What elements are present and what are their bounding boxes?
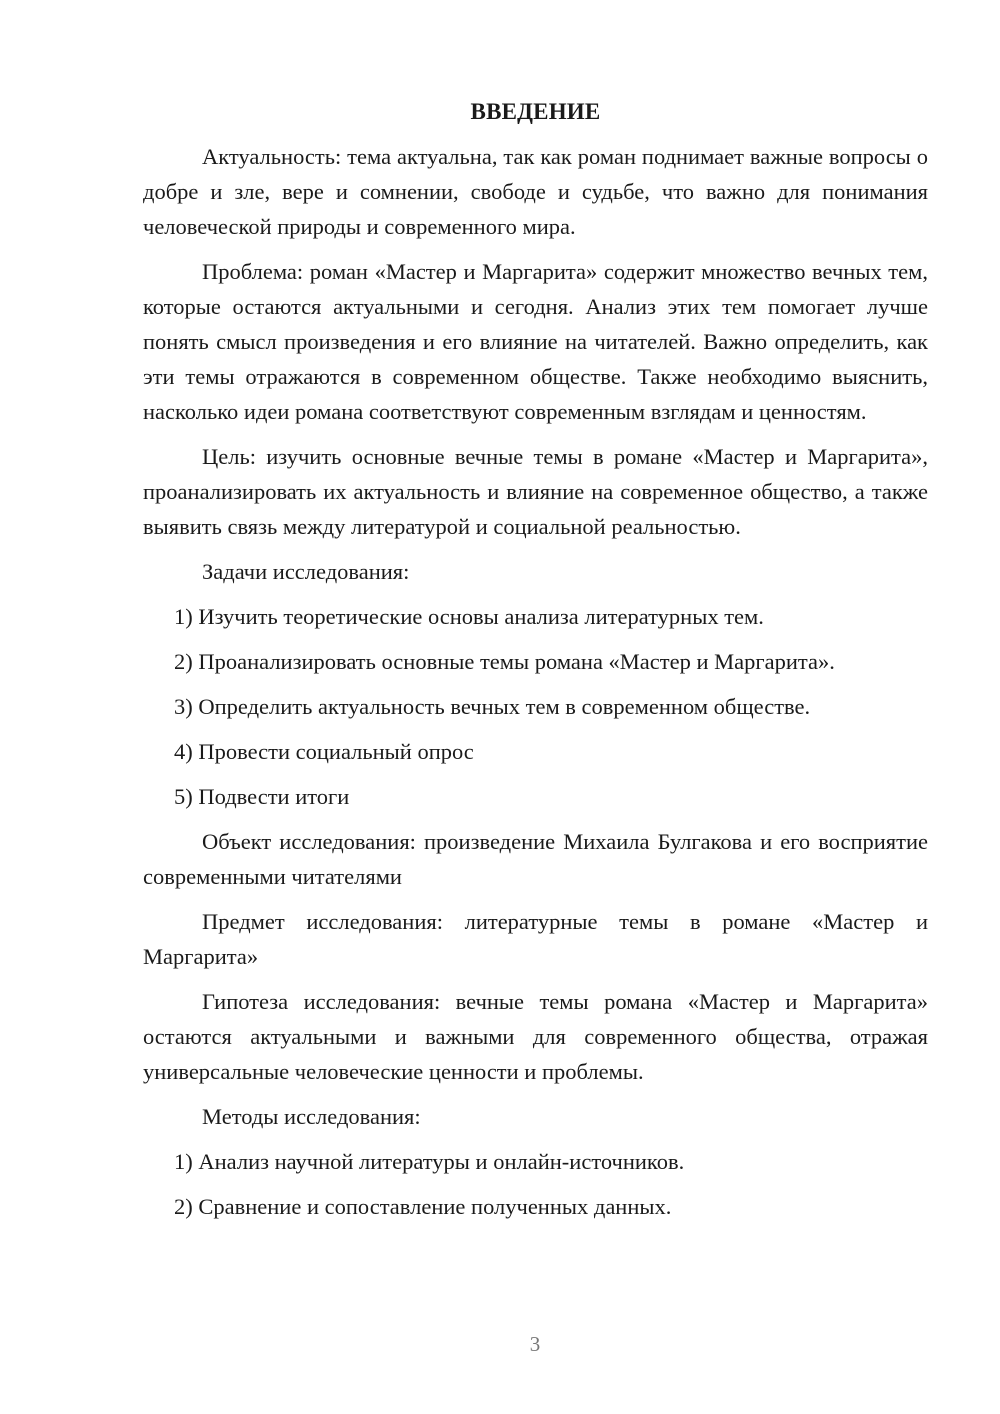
relevance-paragraph: Актуальность: тема актуальна, так как роман поднимает важные вопросы о добре и зле, вере и сомнении, свободе и судьбе, что важно для понимания человеческой природы и современного мира. bbox=[143, 144, 928, 239]
object-paragraph: Объект исследования: произведение Михаила Булгакова и его восприятие современными читателями bbox=[143, 829, 928, 889]
section-heading: ВВЕДЕНИЕ bbox=[470, 99, 601, 124]
subject-paragraph: Предмет исследования: литературные темы в романе «Мастер и Маргарита» bbox=[143, 909, 928, 969]
list-item: 2) Сравнение и сопоставление полученных данных. bbox=[174, 1194, 672, 1219]
list-item: 5) Подвести итоги bbox=[174, 784, 350, 809]
tasks-list bbox=[143, 599, 928, 814]
page-number: 3 bbox=[529, 1332, 541, 1356]
hypothesis-paragraph: Гипотеза исследования: вечные темы романа «Мастер и Маргарита» остаются актуальными и важными для современного общества, отражая универсальные человеческие ценности и проблемы. bbox=[143, 989, 928, 1084]
list-item: 2) Проанализировать основные темы романа «Мастер и Маргарита». bbox=[174, 649, 835, 674]
tasks-title: Задачи исследования: bbox=[202, 559, 410, 584]
goal-paragraph: Цель: изучить основные вечные темы в романе «Мастер и Маргарита», проанализировать их актуальность и влияние на современное общество, а также выявить связь между литературой и социальной реальностью. bbox=[143, 444, 928, 539]
methods-title: Методы исследования: bbox=[202, 1104, 421, 1129]
methods-list bbox=[143, 1144, 928, 1224]
list-item: 4) Провести социальный опрос bbox=[174, 739, 474, 764]
list-item: 3) Определить актуальность вечных тем в современном обществе. bbox=[174, 694, 811, 719]
list-item: 1) Анализ научной литературы и онлайн-источников. bbox=[174, 1149, 685, 1174]
list-item: 1) Изучить теоретические основы анализа литературных тем. bbox=[174, 604, 764, 629]
problem-paragraph: Проблема: роман «Мастер и Маргарита» содержит множество вечных тем, которые остаются актуальными и сегодня. Анализ этих тем помогает лучше понять смысл произведения и его влияние на читателей. Важно определить, как эти темы отражаются в современном обществе. Также необходимо выяснить, насколько идеи романа соответствуют современным взглядам и ценностям. bbox=[143, 259, 928, 424]
document-page bbox=[143, 94, 928, 1234]
